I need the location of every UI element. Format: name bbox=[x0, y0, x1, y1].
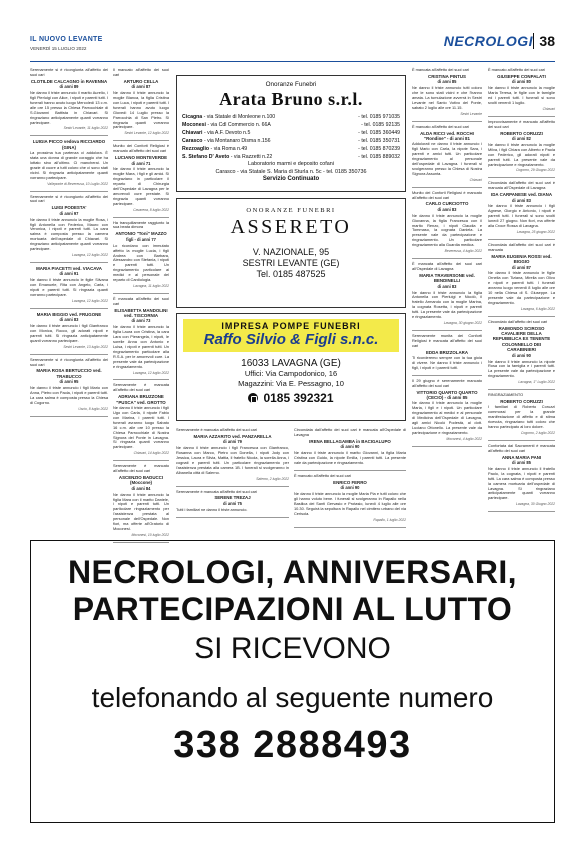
notice-text: Ne danno il triste annuncio i figli Ugo con Carla, il nipote Fabio con Marina, i parenti tutti. I funerali avranno luogo Sabato 16 c.m. alle ore 10 presso la Chiesa Parrocchiale di Nostra Signora del Ponte in Lavagna. Si ringrazia quanti vorranno partecipare. bbox=[113, 405, 169, 450]
ad-raffo-band bbox=[183, 319, 399, 352]
location-name: Moconesi bbox=[182, 122, 206, 128]
notice-age: di anni 85 bbox=[512, 460, 531, 465]
notice-place-date: Sestri Levante bbox=[460, 111, 482, 116]
notice-text: Tutti i familiari ne danno il triste annuncio. bbox=[176, 506, 248, 512]
notice-text: Ne danno il triste annuncio il marito Aurelio, i figli Pierluigi con Alice, i nipoti e parenti tutti. I funerali hanno avuto luogo Mercoledì 13 c.m. alle ore 15 presso la Chiesa Parrocchiale di S.Giovanni Battista in Chiavari. Si ringraziano anticipatamente quanti vorranno partecipare. bbox=[30, 90, 108, 125]
obituary-notice bbox=[113, 383, 169, 461]
deceased-name: CLOTILDE CALCAGNO in RAVENNA bbox=[30, 78, 108, 84]
location-name: Carasco bbox=[182, 138, 203, 144]
location-phone: - tel. 0185 360449 bbox=[358, 130, 400, 136]
notice-place-date: Cogorno, 2 luglio 2022 bbox=[520, 430, 555, 435]
notice-intro: Serenamente si è ricongiunta all'affetto dei suoi cari bbox=[30, 67, 108, 77]
obituary-notice bbox=[30, 266, 108, 309]
notice-place-date: Sestri Levante, 11 luglio 2022 bbox=[63, 126, 108, 131]
notice-age: di anni 90 bbox=[340, 485, 360, 491]
notice-place-date: Lavagna, 6 luglio 2022 bbox=[520, 306, 555, 311]
obituary-notice bbox=[488, 120, 555, 179]
notice-age: di anni 83 bbox=[437, 206, 457, 212]
ad-arata-location bbox=[182, 145, 247, 153]
deceased-name: CRISTINA PINTUS bbox=[428, 73, 466, 79]
ad-arata-lab-tel: - tel. 0185 350736 bbox=[323, 168, 367, 175]
obituary-notice bbox=[412, 334, 482, 376]
deceased-name: ROBERTO CORUZZI bbox=[500, 398, 543, 404]
notice-intro: È mancata all'affetto dei suoi cari bbox=[113, 295, 169, 306]
ad-arata-title: Onoranze Funebri bbox=[265, 81, 317, 88]
notice-intro: Il 29 giugno è serenamente mancato all'affetto dei suoi cari bbox=[412, 377, 482, 388]
notice-text: Ne danno il triste annuncio la moglie Maria, i figli e i nipoti. Un particolare ringraziamento ai medici e al personale di Medicina dell'Ospedale di Lavagna, agli amici Nicolò Podestà, al dott. Luciano Ottonello. La presente vale da partecipazione e ringraziamento. bbox=[412, 400, 482, 435]
ad-arata-location bbox=[182, 121, 271, 129]
ad-raffo-silvio bbox=[176, 313, 406, 421]
ad-arata-location-row bbox=[182, 145, 400, 153]
notice-place-date: Sestri Levante, 12 luglio 2022 bbox=[124, 131, 169, 136]
location-name: Chiavari bbox=[182, 130, 203, 136]
notice-place-date: Rapallo, 1 luglio 2022 bbox=[373, 517, 406, 522]
notice-intro: Serenamente si è ricongiunta all'affetto dei suoi cari bbox=[30, 356, 108, 367]
notice-place-date: Lavagna, 12 luglio 2022 bbox=[132, 370, 169, 375]
deceased-name: GIUSEPPE CONPALATI bbox=[497, 73, 546, 79]
deceased-name: LUIGIA PICCO vedova RICCIARDO (GINA) bbox=[32, 139, 106, 150]
location-address: - via Roma n.49 bbox=[210, 146, 248, 152]
obituary-notice bbox=[113, 221, 169, 294]
notice-place-date: Lavagna, 12 luglio 2022 bbox=[71, 253, 108, 257]
deceased-name: ELISABETTA MANDOLINI ved. TISCORNIA bbox=[114, 307, 168, 319]
deceased-name: ARTURO CELLA bbox=[123, 78, 159, 84]
location-address: - via A.F. Devoto n.5 bbox=[203, 130, 251, 136]
deceased-name: ENRICO FERRO bbox=[333, 479, 367, 485]
ad-raffo-office: Uffici: Via Campodonico, 16 bbox=[244, 369, 338, 378]
notice-text: Ne danno il triste annuncio le figlie Ornella con Tiziana, Mirella con Olivo e nipoti e parenti tutti. I funerali avranno luogo venerdì 8 luglio alle ore 10 nella Chiesa di S. Giuseppe. La presente vale da partecipazione e ringraziamento. bbox=[488, 270, 555, 305]
notice-age: di anni 73 bbox=[131, 318, 151, 324]
ad-raffo-city: 16033 LAVAGNA (GE) bbox=[241, 358, 341, 369]
deceased-name: MARIA EUGENIA ROSSI ved. BIGGIO bbox=[491, 253, 552, 265]
notice-place-date: Moconesi, 10 luglio 2022 bbox=[131, 532, 169, 537]
notice-intro: Munito dei Conforti Religiosi è mancato all'affetto dei suoi cari bbox=[113, 143, 169, 154]
deceased-name: RAIMONDO SCIROSO CAVALIERE DELLA REPUBBLICA EX TENENTE COLONNELLO DEI CARABINIERI bbox=[492, 325, 551, 353]
ad-arata-location-row bbox=[182, 121, 400, 129]
obituary-notice bbox=[30, 312, 108, 355]
banner-line-3: SI RICEVONO bbox=[194, 632, 391, 665]
notice-place-date: Lavagna, 12 luglio 2022 bbox=[71, 298, 108, 303]
obituary-notice bbox=[176, 428, 289, 487]
ad-assereto-name: ASSERETO bbox=[230, 216, 352, 238]
notice-place-date: Bevereusa, 4 luglio 2022 bbox=[444, 249, 482, 254]
notice-intro: Circondata dall'affetto dei suoi cari è mancata all'Ospedale di Lavagna bbox=[488, 180, 555, 191]
notice-text: Ne danno il triste annuncio la figlia Laura con Cristina, la cara Lara con Pierangela, i nipoti, le sorelle Anna con Antonio e Luisa, i nipoti e parenti tutti. Un ringraziamento particolare alla R.S.A. per le amorevoli cure. La presente vale da partecipazione e ringraziamento. bbox=[113, 324, 169, 369]
deceased-name: IRENA BELLAGAMBA in BACIGALUPO bbox=[309, 438, 391, 444]
obituary-notice bbox=[412, 125, 482, 188]
obituary-notice bbox=[488, 243, 555, 317]
notice-age: di anni 97 bbox=[59, 210, 79, 216]
obituary-notice bbox=[412, 379, 482, 447]
notice-place-date: Valleponte di Bevereusa, 10 Luglio 2022 bbox=[47, 181, 108, 186]
deceased-name: ADRIANA BRUZZONE "PUSCA" ved. GROTTO bbox=[116, 394, 166, 405]
notice-age: figli - di anni 77 bbox=[126, 236, 156, 242]
notice-intro: Serenamente è mancata all'affetto dei suoi cari bbox=[113, 382, 169, 393]
notice-intro: È mancata all'affetto dei suoi cari all'Ospedale di Lavagna bbox=[412, 261, 482, 271]
deceased-name: EDDA BRIZZOLARA bbox=[425, 349, 469, 355]
notice-column-3 bbox=[176, 428, 289, 534]
location-address: - via Razzetti n.22 bbox=[230, 154, 273, 160]
notice-age: di anni 89 bbox=[59, 84, 79, 90]
notice-intro: Confortata dai Sacramenti è mancata all'affetto dei suoi cari bbox=[488, 442, 555, 453]
notice-text: La prossima tua partenza ci addolora. È stata una donna di grande coraggio che ha lottato sino all'ultimo. Ci mancherai. Un grazie di cuore a tutti coloro che ci sono stati vicini. Si ringrazia anticipatamente quanti vorranno partecipare. bbox=[30, 150, 108, 180]
obituary-notice bbox=[30, 68, 108, 136]
notice-age: di anni 87 bbox=[512, 264, 531, 270]
notice-place-date: Chiavari bbox=[542, 106, 555, 111]
deceased-name: ANNA MARIA PANI bbox=[501, 454, 542, 460]
ad-raffo-store: Magazzini: Via E. Pessagno, 10 bbox=[238, 379, 344, 388]
location-address: - via Statale di Monleone n.100 bbox=[203, 114, 276, 120]
ad-arata-service: Servizio Continuato bbox=[262, 176, 320, 182]
notice-place-date: Cavarena, 8 luglio 2022 bbox=[133, 207, 169, 212]
notice-intro: È mancata all'affetto dei suoi cari bbox=[412, 67, 469, 72]
page-header bbox=[30, 28, 555, 62]
location-address: - via Montanaro Disma n.156 bbox=[203, 138, 271, 144]
ad-arata-location bbox=[182, 153, 272, 161]
notice-age: di anni 75 bbox=[223, 500, 242, 506]
notice-text: Ne danno il triste annuncio la figlia Antonella con Pierluigi e Nicolò, il fratello Armando con la moglie Marina, la cognata Rosetta, i nipoti e parenti tutti. La presente vale da partecipazione e ringraziamento. bbox=[412, 289, 482, 320]
notice-intro: Serenamente è mancata all'affetto dei suoi cari bbox=[176, 488, 257, 494]
deceased-name: CARLO CURCIOTTO bbox=[425, 201, 469, 207]
obituary-notice bbox=[113, 144, 169, 217]
notice-text: Addolorati ne danno il triste annuncio i figli Mario con Carla, la nipote Sara, i parenti e amici tutti. Un particolare ringraziamento al personale dell'ospedale di Lavagna. I funerali si svolgeranno presso la Chiesa di Nostra Signora Assunta. bbox=[412, 141, 482, 176]
notice-text: Ti ricorderemo sempre con la tua gioia di vivere. Ne danno il triste annuncio i figli, i nipoti e i parenti tutti. bbox=[412, 355, 482, 370]
ad-arata-lab: Laboratorio marmi e deposito cofani bbox=[248, 161, 334, 167]
notice-text: Ne danno il triste annuncio la moglie Maria Teresa, le figlie con le famiglie ed i parenti tutti. I funerali si sono svolti venerdì 1 luglio. bbox=[488, 85, 555, 105]
notice-place-date: Lavagna, 11 luglio 2022 bbox=[133, 283, 169, 288]
deceased-name: ROBERTO CORUZZI bbox=[500, 130, 543, 136]
ad-assereto-address: V. NAZIONALE, 95 bbox=[252, 247, 330, 257]
ad-assereto bbox=[176, 198, 406, 308]
notice-age: di anni 83 bbox=[59, 317, 79, 323]
ad-arata-location bbox=[182, 129, 250, 137]
notice-place-date: Lavagna, 25 giugno 2022 bbox=[516, 229, 555, 234]
notice-age: di anni 87 bbox=[131, 84, 151, 90]
obituary-notice bbox=[294, 474, 406, 528]
obituary-notice bbox=[412, 191, 482, 259]
ad-arata-location bbox=[182, 113, 275, 121]
ad-raffo-phone: 0185 392321 bbox=[263, 391, 334, 405]
deceased-name: MARIA ROSA BERTUCCIO ved. TRABUCCO bbox=[36, 368, 102, 379]
obituary-notice bbox=[30, 139, 108, 191]
ad-raffo-title: IMPRESA POMPE FUNEBRI bbox=[221, 321, 361, 331]
obituary-notice bbox=[488, 444, 555, 512]
notice-age: di anni 83 bbox=[437, 283, 457, 289]
notice-text: Ne danno il triste annuncio il fratello Paolo, la cognata, i nipoti e parenti tutti. La cara salma è composta presso la camera mortuaria dell'ospedale di Lavagna. Si ringraziano anticipatamente quanti vorranno partecipare. bbox=[488, 465, 555, 501]
notice-age: di anni 80 bbox=[512, 79, 531, 85]
notice-column-1 bbox=[30, 68, 108, 534]
obituary-notice bbox=[113, 464, 169, 543]
notice-text: Ne danno il triste annuncio le figlie Silvana con Emanuele, Rita con Angelo, Carla, i nipoti e parenti tutti. Si ringrazia quanti vorranno partecipare. bbox=[30, 277, 108, 297]
notice-intro: Il mancato all'affetto dei suoi cari bbox=[113, 67, 169, 77]
banner-phone: 338 2888493 bbox=[173, 724, 412, 766]
location-phone: - tel. 0185 350731 bbox=[358, 138, 400, 144]
location-phone: - tel. 0185 870239 bbox=[358, 146, 400, 152]
obituary-notice bbox=[488, 181, 555, 240]
notice-intro: RINGRAZIAMENTO bbox=[488, 392, 524, 398]
notice-text: Ne danno il triste annuncio la moglie Rosa, i figli Antonella con Federico, Mauro con Veronica, i nipoti e parenti tutti. La cara salma è composta presso la camera mortuaria dell'ospedale di Chiavari. Si ringraziano anticipatamente quanti vorranno partecipare. bbox=[30, 216, 108, 252]
notice-intro: Serenamente è mancata all'affetto dei suoi cari bbox=[176, 427, 257, 432]
notice-intro: Serenamente è mancato all'affetto dei suoi cari bbox=[113, 463, 169, 474]
ad-raffo-name: Raffo Silvio & Figli s.n.c. bbox=[203, 331, 379, 348]
notice-intro: Circondata dall'affetto dei suoi cari è mancata all'Ospedale di Lavagna bbox=[294, 427, 406, 437]
notice-age: di anni 90 bbox=[340, 444, 360, 450]
notice-age: di anni 91 bbox=[59, 271, 79, 277]
notice-intro: Munito dei Conforti Religiosi è mancato all'affetto dei suoi cari bbox=[412, 189, 482, 200]
notice-age: di anni 79 bbox=[223, 439, 242, 445]
notice-text: Ne danno il triste annuncio la moglie Milva, i figli Chiara con Alberto e Paola con Federico, gli adorati nipoti e parenti tutti. La presente vale da partecipazione e ringraziamento. bbox=[488, 141, 555, 167]
ad-arata-bruno bbox=[176, 75, 406, 192]
page-number: 38 bbox=[533, 33, 555, 49]
phone-icon bbox=[248, 393, 258, 403]
notice-place-date: Lavagna, 1° Luglio 2022 bbox=[518, 380, 555, 385]
notice-column-6 bbox=[488, 68, 555, 534]
notice-intro: Circondata dall'affetto dei suoi cari è mancata bbox=[488, 241, 555, 252]
deceased-name: ASCENZIO BADUCCI (Moccone) bbox=[118, 474, 164, 486]
notice-text: Ne danno il triste annuncio i figli Mario con Anna, Pietro con Paola, i nipoti e parenti tutti. La cara salma è composta presso la Chiesa di Cogorno. bbox=[30, 385, 108, 405]
obituary-banner bbox=[30, 540, 555, 823]
ad-assereto-phone: Tel. 0185 487525 bbox=[256, 269, 326, 279]
deceased-name: MARIA TRAVERSONE ved. BENDINELLI bbox=[419, 272, 475, 284]
location-name: Cicagna bbox=[182, 114, 203, 120]
banner-line-2: PARTECIPAZIONI AL LUTTO bbox=[72, 591, 513, 627]
ad-arata-lab-line bbox=[182, 169, 400, 177]
obituary-notice bbox=[412, 68, 482, 122]
paper-name: IL NUOVO LEVANTE bbox=[30, 36, 103, 43]
obituary-notice bbox=[488, 320, 555, 390]
notice-text: Ne danno il triste annuncio i figli Gianfranco con Monica, Rocco, gli adorati nipoti e parenti tutti. Si ringrazia anticipatamente quanti vorranno partecipare. bbox=[30, 323, 108, 343]
banner-line-1: NECROLOGI, ANNIVERSARI, bbox=[68, 554, 517, 590]
deceased-name: SERENE TREZAJ bbox=[214, 495, 251, 501]
deceased-name: ALDA RICCI ved. ROCCHI "Rondine" - di anni 81 bbox=[420, 130, 474, 141]
notice-intro: Circondato dall'affetto dei suoi cari bbox=[488, 318, 548, 324]
ad-arata-location-row bbox=[182, 153, 400, 161]
location-phone: - tel. 0185 971035 bbox=[358, 114, 400, 120]
notice-column-4 bbox=[294, 428, 406, 534]
notice-age: di anni 82 bbox=[512, 135, 531, 141]
deceased-name: ANTONIO "Toni" MAZZO bbox=[115, 231, 167, 237]
notice-age: di anni 83 bbox=[512, 197, 531, 203]
deceased-name: MARIA BIGGIO ved. FRUGONE bbox=[36, 311, 102, 317]
notice-age: di anni 90 bbox=[512, 352, 531, 358]
notice-text: Ne danno il triste annuncio la moglie Maria Pia e tutti coloro che gli hanno voluto bene. I funerali si svolgeranno in Rapallo nella Basilica dei Santi Gervasio e Protasio, lunedì 4 luglio alle ore 10.30. Seguirà la sepoltura in Rapallo nel cimitero urbano del via Cerisola. bbox=[294, 491, 406, 516]
ad-arata-location bbox=[182, 137, 271, 145]
ad-arata-location-row bbox=[182, 113, 400, 121]
ad-assereto-title: ONORANZE FUNEBRI bbox=[246, 207, 336, 214]
deceased-name: VITTORIO QUARTO QUARTO (CECIO) - di anni 85 bbox=[416, 389, 478, 400]
banner-line-4: telefonando al seguente numero bbox=[91, 682, 494, 713]
notice-place-date: Moconesi, 4 luglio 2022 bbox=[446, 436, 482, 441]
notice-intro: È mancato all'affetto dei suoi cari bbox=[412, 123, 469, 129]
issue-date: VENERDÌ 15 LUGLIO 2022 bbox=[30, 46, 87, 51]
location-phone: - tel. 0185 889032 bbox=[358, 154, 400, 160]
notice-place-date: Lavagna, 30 giugno 2022 bbox=[443, 320, 482, 325]
obituary-notice bbox=[113, 297, 169, 381]
notice-column-5 bbox=[412, 68, 482, 534]
notice-text: Lo ricordano con immutato affetto la moglie Lucia, i figli Andrea con Barbara, Alessandro con Stefania, i nipoti e parenti tutti. Un ringraziamento particolare ai medici e al personale del reparto di Cardiologia. bbox=[113, 242, 169, 283]
notice-place-date: Chiavari, 14 luglio 2022 bbox=[133, 451, 169, 456]
obituary-notice bbox=[176, 490, 289, 518]
location-name: S. Stefano D' Aveto bbox=[182, 154, 230, 160]
deceased-name: MARIA PIACETTI ved. VIACAVA bbox=[36, 265, 102, 271]
notice-text: Ne danno il triste annuncio i figli Francesca con Gianfranco, Rosanna con Marco, Pietro con Donella, i nipoti Jody con Jessica, Laura e Silvia, Mattia, il fratello Nicola, la sorella Anna, i cognati e parenti tutti. Un particolare ringraziamento per l'assistenza prestata alla camera 1B. I funerali si svolgeranno in Albanella città di Salerno. bbox=[176, 445, 289, 475]
notice-place-date: Chiavari bbox=[469, 177, 482, 182]
ad-arata-location-row bbox=[182, 129, 400, 137]
obituary-notice bbox=[30, 195, 108, 263]
ad-raffo-phone-line bbox=[177, 391, 405, 405]
ad-arata-name: Arata Bruno s.r.l. bbox=[219, 89, 363, 109]
notice-age: di anni 71 bbox=[131, 160, 151, 166]
notice-intro: Serenamente si è ricongiunto all'affetto dei suoi cari bbox=[30, 193, 108, 204]
notice-intro: È mancato all'affetto dei suoi cari bbox=[294, 472, 351, 478]
location-name: Rezzoaglio bbox=[182, 146, 210, 152]
obituary-notice bbox=[30, 358, 108, 417]
deceased-name: MARIA AZZARITO ved. PANZARELLA bbox=[193, 433, 272, 439]
notice-text: Ne danno il triste annuncio il marito Giovanni, la figlia Maria Cristina con Guido, la nipote Emilia, i parenti tutti. La presente vale da partecipazione e ringraziamento. bbox=[294, 450, 406, 465]
ad-arata-locations bbox=[182, 113, 400, 161]
section-title: NECROLOGI bbox=[443, 33, 533, 49]
notice-text: Ne danno il triste annuncio i figli Agnese, Giorgio e Antonio, i nipoti e parenti tutti. I funerali si sono svolti lunedì 27 giugno. Non fiori, ma offerte alla Croce Rossa di Lavagna. bbox=[488, 203, 555, 229]
notice-place-date: Uscio, 8 luglio 2022 bbox=[78, 406, 108, 411]
notice-place-date: Lavagna, 30 Giugno 2022 bbox=[515, 502, 555, 507]
obituary-notice bbox=[488, 68, 555, 117]
location-address: - via Cdl Commercio n. 66A bbox=[207, 122, 271, 128]
ad-arata-lab-addr: Carasco - via Statale S. Maria di Sturla n. 5c bbox=[215, 168, 322, 175]
notice-age: di anni 85 bbox=[437, 79, 457, 85]
location-phone: - tel. 0185 92135 bbox=[361, 122, 400, 128]
notice-age: di anni 95 bbox=[59, 379, 79, 385]
notice-intro: Serenamente munita dei Conforti Religiosi è mancata all'affetto dei suoi cari bbox=[412, 332, 482, 348]
deceased-name: LUIGI PODESTA' bbox=[51, 205, 87, 211]
ad-arata-location-row bbox=[182, 137, 400, 145]
notice-text: Ne danno il triste annuncio tutti coloro che le sono stati vicini e che l'hanno amata. La tumulazione avverrà in Sestri Levante nel Santo Votivo del Ponte, sabato 2 luglio alle ore 11.15. bbox=[412, 85, 482, 110]
obituary-notice bbox=[488, 393, 555, 441]
notice-place-date: Salerno, 2 luglio 2022 bbox=[256, 476, 289, 481]
obituary-notice bbox=[113, 68, 169, 141]
notice-text: Ne danno il triste annuncio la nipote Rosa con la famiglia e i parenti tutti. La presente vale da partecipazione e ringraziamento. bbox=[488, 358, 555, 379]
notice-age: di anni 84 bbox=[131, 485, 151, 491]
notice-text: I familiari di Roberto Coruzzi commossi per la grande manifestazione di affetto e di stima ricevuta, ringraziano tutti coloro che hanno partecipato al loro dolore. bbox=[488, 404, 555, 429]
notice-place-date: Cogorno, 29 Giugno 2022 bbox=[515, 168, 555, 173]
ad-assereto-city: SESTRI LEVANTE (GE) bbox=[242, 258, 340, 268]
notice-intro: Improvvisamente è mancato all'affetto dei suoi cari bbox=[488, 118, 555, 129]
notice-text: Ne danno il triste annuncio la moglie Mara, i figli e gli amici. Si ringraziano in particolare il reparto di Chirurgia dell'Ospedale di Lavagna per le amorevoli cure prestate. Si ringrazia quanti vorranno partecipare. bbox=[113, 166, 169, 206]
notice-place-date: Sestri Levante, 13 luglio 2022 bbox=[63, 344, 108, 349]
notice-intro: Ha tranquillamente raggiunto la sua beata dimora bbox=[113, 219, 169, 230]
notice-intro: È mancato all'affetto dei suoi cari bbox=[488, 67, 545, 72]
notice-text: Ne danno il triste annuncio la figlia Mara con il marito Daniele, i nipoti e parenti tutti. Un particolare ringraziamento per l'assistenza prestata al personale dell'Ospedale. Non fiori, ma offerte all'Oratorio di Moconesi. bbox=[113, 491, 169, 531]
deceased-name: LUCIANO MONTEVERDE bbox=[114, 155, 168, 161]
obituary-notice bbox=[412, 262, 482, 331]
deceased-name: IDA CARPANESE ved. DIANA bbox=[491, 192, 552, 198]
notice-text: Ne danno il triste annuncio la moglie Giovanna, la figlia Francesca con il marito Renzo, i nipoti Claudia e Tommaso, la cognata Daniela. La presente vale da partecipazione e ringraziamento. Un particolare ringraziamento alla Guardia medica. bbox=[412, 212, 482, 248]
notice-text: Ne danno il triste annuncio la moglie Bianca, la figlia Cristina con Luca, i nipoti e parenti tutti. I funerali hanno avuto luogo Giovedì 14 Luglio presso la Parrocchia di San Pietro. Si ringrazia quanti vorranno partecipare. bbox=[113, 90, 170, 130]
notice-column-2 bbox=[113, 67, 170, 537]
obituary-notice bbox=[294, 428, 406, 471]
